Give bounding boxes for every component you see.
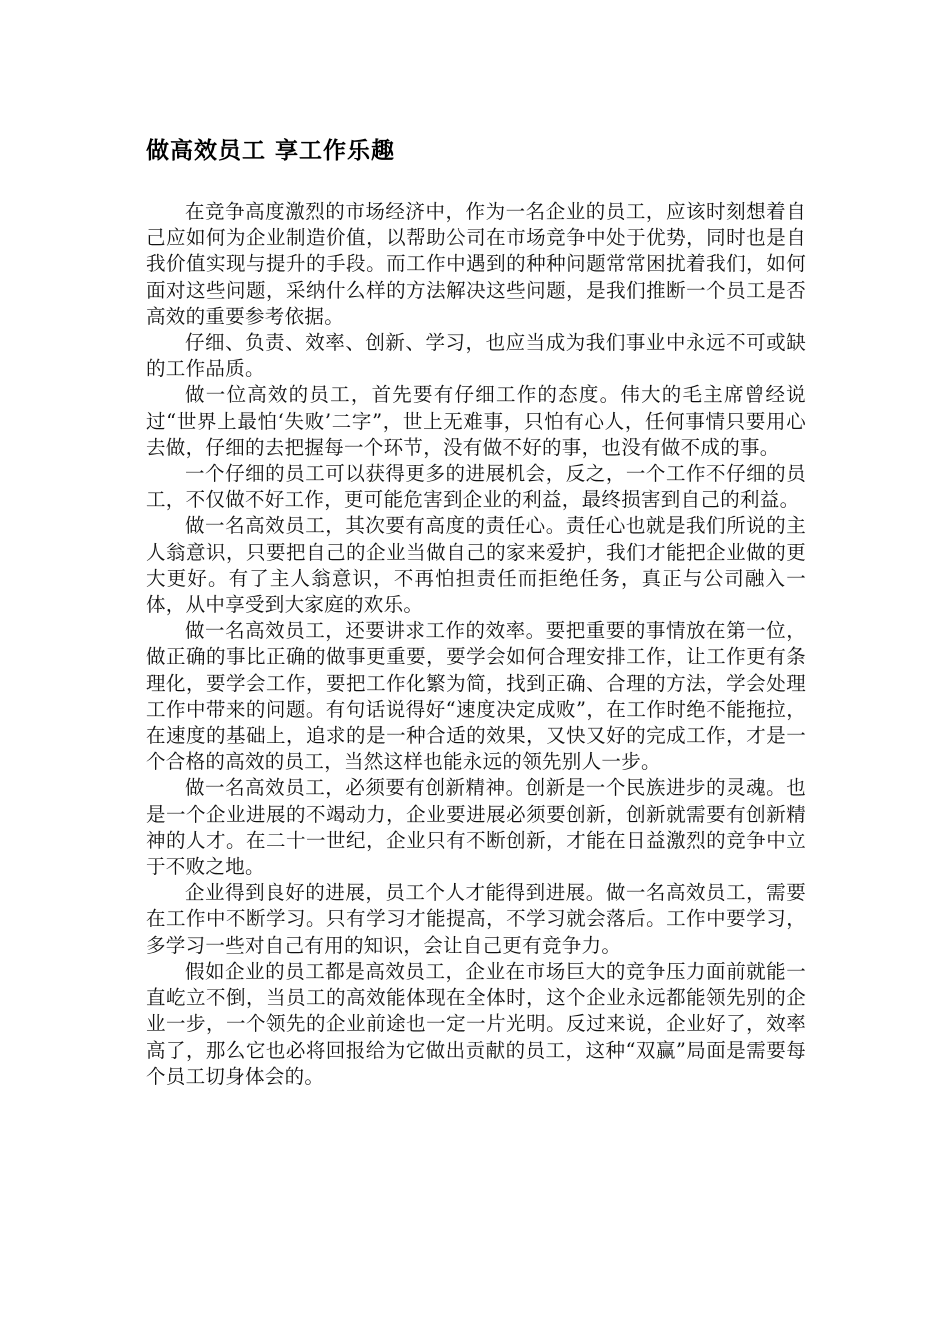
paragraph: 企业得到良好的进展，员工个人才能得到进展。做一名高效员工，需要在工作中不断学习。只有学习才能提高，不学习就会落后。工作中要学习，多学习一些对自己有用的知识，会让自己更有竞争力。 (146, 881, 806, 957)
paragraph: 假如企业的员工都是高效员工，企业在市场巨大的竞争压力面前就能一直屹立不倒，当员工的高效能体现在全体时，这个企业永远都能领先别的企业一步，一个领先的企业前途也一定一片光明。反过来说，企业好了，效率高了，那么它也必将回报给为它做出贡献的员工，这种“双赢”局面是需要每个员工切身体会的。 (146, 959, 806, 1088)
paragraph: 仔细、负责、效率、创新、学习，也应当成为我们事业中永远不可或缺的工作品质。 (146, 331, 806, 381)
paragraph: 在竞争高度激烈的市场经济中，作为一名企业的员工，应该时刻想着自己应如何为企业制造价值，以帮助公司在市场竞争中处于优势，同时也是自我价值实现与提升的手段。而工作中遇到的种种问题常常困扰着我们，如何面对这些问题，采纳什么样的方法解决这些问题，是我们推断一个员工是否高效的重要参考依据。 (146, 200, 806, 328)
document-body (146, 199, 806, 1090)
paragraph: 做一名高效员工，其次要有高度的责任心。责任心也就是我们所说的主人翁意识，只要把自己的企业当做自己的家来爱护，我们才能把企业做的更大更好。有了主人翁意识，不再怕担责任而拒绝任务，真正与公司融入一体，从中享受到大家庭的欢乐。 (146, 514, 806, 617)
paragraph: 一个仔细的员工可以获得更多的进展机会，反之，一个工作不仔细的员工，不仅做不好工作，更可能危害到企业的利益，最终损害到自己的利益。 (146, 462, 806, 512)
paragraph: 做一名高效员工，还要讲求工作的效率。要把重要的事情放在第一位，做正确的事比正确的做事更重要，要学会如何合理安排工作，让工作更有条理化，要学会工作，要把工作化繁为简，找到正确、合理的方法，学会处理工作中带来的问题。有句话说得好“速度决定成败”，在工作时绝不能拖拉，在速度的基础上，追求的是一种合适的效果，又快又好的完成工作，才是一个合格的高效的员工，当然这样也能永远的领先别人一步。 (146, 619, 806, 774)
document-title: 做高效员工 享工作乐趣 (146, 138, 396, 164)
paragraph: 做一位高效的员工，首先要有仔细工作的态度。伟大的毛主席曾经说过“世界上最怕‘失败’二字”，世上无难事，只怕有心人，任何事情只要用心去做，仔细的去把握每一个环节，没有做不好的事，也没有做不成的事。 (146, 383, 806, 459)
paragraph: 做一名高效员工，必须要有创新精神。创新是一个民族进步的灵魂。也是一个企业进展的不竭动力，企业要进展必须要创新，创新就需要有创新精神的人才。在二十一世纪，企业只有不断创新，才能在日益激烈的竞争中立于不败之地。 (146, 776, 806, 879)
